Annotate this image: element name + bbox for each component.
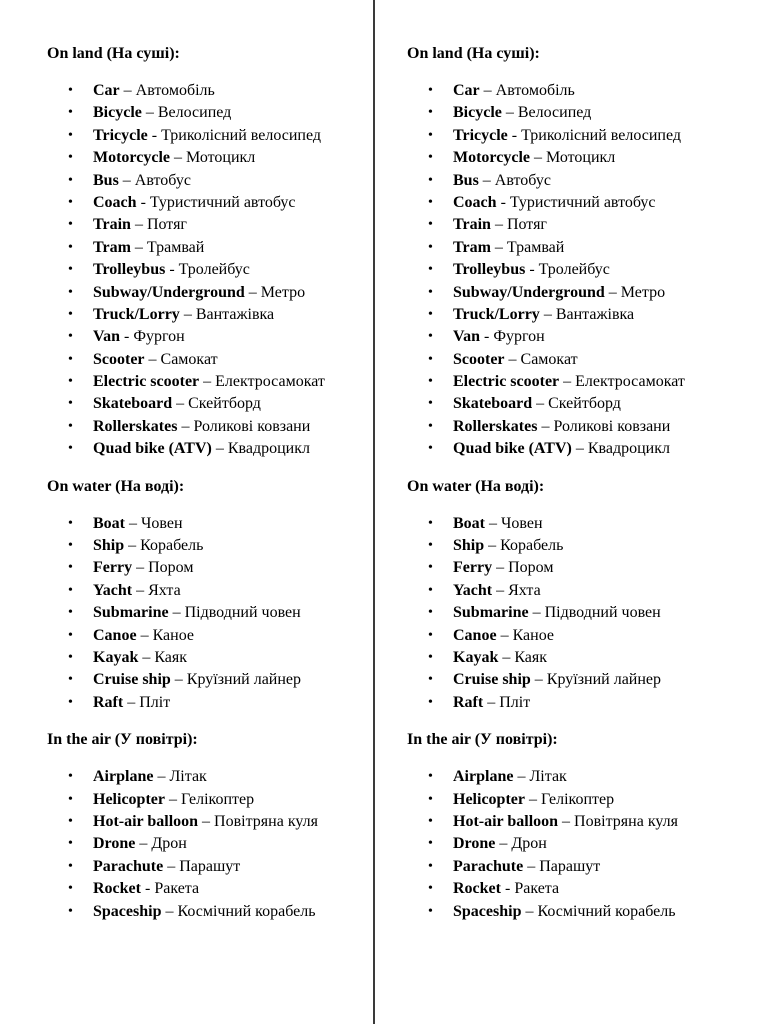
list-item — [407, 789, 737, 811]
separator: - — [525, 261, 539, 279]
separator: – — [141, 104, 158, 122]
ukrainian-translation: Скейтборд — [548, 395, 621, 413]
list-item — [47, 580, 377, 602]
list-item — [47, 282, 377, 304]
list-item — [47, 669, 377, 691]
separator: – — [172, 395, 189, 413]
list-item — [407, 602, 737, 624]
ukrainian-translation: Пором — [508, 559, 554, 577]
list-item — [407, 102, 737, 124]
list-item — [47, 438, 377, 460]
english-term: Motorcycle — [453, 149, 530, 167]
ukrainian-translation: Дрон — [151, 835, 187, 853]
ukrainian-translation: Вантажівка — [555, 305, 635, 323]
list-item — [47, 692, 377, 714]
list-item — [407, 170, 737, 192]
list-item — [407, 833, 737, 855]
separator: – — [504, 350, 521, 368]
list-item — [47, 789, 377, 811]
english-term: Canoe — [453, 626, 497, 644]
vocab-list — [407, 513, 737, 715]
ukrainian-translation: Туристичний автобус — [149, 193, 296, 211]
separator: – — [523, 857, 540, 875]
separator: – — [125, 514, 141, 532]
separator: – — [211, 440, 228, 458]
english-term: Tram — [93, 238, 131, 256]
ukrainian-translation: Пліт — [139, 693, 171, 711]
separator: – — [168, 604, 185, 622]
list-item — [47, 647, 377, 669]
separator: – — [498, 648, 515, 666]
list-item — [407, 438, 737, 460]
ukrainian-translation: Гелікоптер — [180, 790, 255, 808]
english-term: Submarine — [453, 604, 529, 622]
english-term: Trolleybus — [453, 261, 526, 279]
ukrainian-translation: Космічний корабель — [177, 902, 316, 920]
english-term: Trolleybus — [93, 261, 166, 279]
ukrainian-translation: Самокат — [160, 350, 218, 368]
separator: – — [124, 537, 141, 555]
list-item — [47, 811, 377, 833]
ukrainian-translation: Фургон — [493, 328, 545, 346]
english-term: Rollerskates — [453, 417, 538, 435]
list-item — [47, 147, 377, 169]
separator: - — [140, 880, 155, 898]
list-item — [407, 901, 737, 923]
list-item — [407, 535, 737, 557]
english-term: Raft — [93, 693, 124, 711]
ukrainian-translation: Самокат — [520, 350, 578, 368]
ukrainian-translation: Електросамокат — [575, 373, 685, 391]
ukrainian-translation: Мотоцикл — [186, 149, 256, 167]
separator: – — [119, 82, 136, 99]
separator: – — [485, 514, 501, 532]
english-term: Drone — [93, 835, 136, 853]
english-term: Spaceship — [453, 902, 522, 920]
ukrainian-translation: Повітряна куля — [214, 812, 318, 830]
english-term: Parachute — [453, 857, 524, 875]
ukrainian-translation: Підводний човен — [184, 604, 301, 622]
english-term: Tricycle — [453, 126, 508, 144]
list-item — [47, 901, 377, 923]
english-term: Rollerskates — [93, 417, 178, 435]
ukrainian-translation: Літак — [169, 768, 207, 786]
separator: – — [571, 440, 588, 458]
list-item — [407, 625, 737, 647]
ukrainian-translation: Яхта — [508, 581, 541, 599]
separator: – — [496, 626, 513, 644]
english-term: Coach — [93, 193, 137, 211]
list-item — [47, 304, 377, 326]
vocab-list — [47, 513, 377, 715]
ukrainian-translation: Пором — [148, 559, 194, 577]
separator: - — [147, 126, 162, 144]
english-term: Tricycle — [93, 126, 148, 144]
ukrainian-translation: Автобус — [494, 171, 551, 189]
english-term: Scooter — [453, 350, 505, 368]
english-term: Subway/Underground — [93, 283, 245, 301]
list-item — [407, 282, 737, 304]
list-item — [47, 625, 377, 647]
separator: - — [496, 193, 510, 211]
list-item — [407, 259, 737, 281]
english-term: Helicopter — [93, 790, 165, 808]
separator: – — [528, 604, 545, 622]
ukrainian-translation: Повітряна куля — [574, 812, 678, 830]
ukrainian-translation: Корабель — [140, 537, 204, 555]
ukrainian-translation: Ракета — [514, 880, 560, 898]
list-item — [47, 766, 377, 788]
ukrainian-translation: Трамвай — [506, 238, 565, 256]
section-heading: In the air (У повітрі): — [407, 731, 558, 749]
list-item — [407, 237, 737, 259]
ukrainian-translation: Триколісний велосипед — [161, 126, 322, 144]
english-term: Electric scooter — [93, 373, 200, 391]
list-item — [47, 237, 377, 259]
english-term: Hot-air balloon — [93, 812, 199, 830]
left-column — [47, 44, 377, 923]
english-term: Van — [453, 328, 480, 346]
english-term: Helicopter — [453, 790, 525, 808]
separator: – — [524, 790, 541, 808]
list-item — [47, 371, 377, 393]
list-item — [407, 326, 737, 348]
english-term: Drone — [453, 835, 496, 853]
ukrainian-translation: Роликові ковзани — [193, 417, 311, 435]
separator: – — [521, 902, 538, 920]
english-term: Rocket — [93, 880, 141, 898]
list-item — [47, 878, 377, 900]
separator: – — [559, 373, 576, 391]
english-term: Parachute — [93, 857, 164, 875]
separator: - — [507, 126, 522, 144]
ukrainian-translation: Роликові ковзани — [553, 417, 671, 435]
english-term: Spaceship — [93, 902, 162, 920]
separator: – — [495, 835, 512, 853]
separator: – — [513, 768, 530, 786]
list-item — [407, 125, 737, 147]
list-item — [407, 878, 737, 900]
ukrainian-translation: Туристичний автобус — [509, 193, 656, 211]
separator: – — [132, 559, 149, 577]
english-term: Car — [93, 82, 120, 99]
ukrainian-translation: Велосипед — [517, 104, 592, 122]
separator: - — [119, 328, 134, 346]
section-heading: On water (На воді): — [47, 477, 185, 495]
english-term: Skateboard — [453, 395, 533, 413]
separator: - — [165, 261, 179, 279]
list-item — [407, 304, 737, 326]
ukrainian-translation: Потяг — [146, 216, 187, 234]
ukrainian-translation: Метро — [260, 283, 306, 301]
list-item — [407, 513, 737, 535]
ukrainian-translation: Ракета — [154, 880, 200, 898]
separator: – — [604, 283, 621, 301]
list-item — [47, 535, 377, 557]
english-term: Van — [93, 328, 120, 346]
english-term: Ship — [93, 537, 125, 555]
list-item — [47, 102, 377, 124]
separator: – — [163, 857, 180, 875]
list-item — [407, 669, 737, 691]
list-item — [47, 326, 377, 348]
vocab-list — [47, 766, 377, 923]
ukrainian-translation: Гелікоптер — [540, 790, 615, 808]
list-item — [47, 80, 377, 102]
list-item — [407, 647, 737, 669]
separator: – — [130, 216, 147, 234]
english-term: Bus — [93, 171, 119, 189]
english-term: Truck/Lorry — [453, 305, 540, 323]
separator: – — [490, 216, 507, 234]
english-term: Truck/Lorry — [93, 305, 180, 323]
separator: - — [500, 880, 515, 898]
ukrainian-translation: Електросамокат — [215, 373, 325, 391]
list-item — [407, 192, 737, 214]
separator: – — [483, 693, 500, 711]
english-term: Train — [453, 216, 491, 234]
english-term: Hot-air balloon — [453, 812, 559, 830]
ukrainian-translation: Тролейбус — [178, 261, 250, 279]
separator: – — [135, 835, 152, 853]
english-term: Yacht — [453, 581, 493, 599]
ukrainian-translation: Каное — [152, 626, 194, 644]
english-term: Scooter — [93, 350, 145, 368]
ukrainian-translation: Триколісний велосипед — [521, 126, 682, 144]
vocab-list — [407, 766, 737, 923]
separator: – — [132, 581, 149, 599]
list-item — [407, 557, 737, 579]
separator: – — [170, 149, 186, 167]
english-term: Airplane — [93, 768, 154, 786]
ukrainian-translation: Квадроцикл — [227, 440, 310, 458]
separator: – — [130, 238, 147, 256]
separator: – — [244, 283, 261, 301]
ukrainian-translation: Каяк — [154, 648, 188, 666]
list-item — [47, 856, 377, 878]
section-heading: On land (На суші): — [47, 45, 180, 62]
ukrainian-translation: Квадроцикл — [587, 440, 670, 458]
section-heading: On water (На воді): — [407, 477, 545, 495]
list-item — [407, 692, 737, 714]
separator: – — [123, 693, 140, 711]
ukrainian-translation: Фургон — [133, 328, 185, 346]
list-item — [47, 602, 377, 624]
separator: – — [484, 537, 501, 555]
english-term: Bus — [453, 171, 479, 189]
english-term: Tram — [453, 238, 491, 256]
ukrainian-translation: Каяк — [514, 648, 548, 666]
english-term: Skateboard — [93, 395, 173, 413]
list-item — [407, 80, 737, 102]
english-term: Submarine — [93, 604, 169, 622]
right-column — [407, 44, 737, 923]
english-term: Boat — [453, 514, 485, 532]
separator: – — [136, 626, 153, 644]
english-term: Quad bike (ATV) — [453, 440, 572, 458]
separator: – — [501, 104, 518, 122]
separator: – — [537, 417, 554, 435]
list-item — [47, 214, 377, 236]
english-term: Motorcycle — [93, 149, 170, 167]
english-term: Kayak — [453, 648, 499, 666]
ukrainian-translation: Літак — [529, 768, 567, 786]
list-item — [47, 416, 377, 438]
ukrainian-translation: Човен — [501, 514, 543, 532]
list-item — [407, 416, 737, 438]
ukrainian-translation: Метро — [620, 283, 666, 301]
section-heading: On land (На суші): — [407, 45, 540, 62]
ukrainian-translation: Скейтборд — [188, 395, 261, 413]
list-item — [47, 833, 377, 855]
ukrainian-translation: Тролейбус — [538, 261, 610, 279]
separator: - — [479, 328, 494, 346]
list-item — [47, 192, 377, 214]
list-item — [407, 811, 737, 833]
ukrainian-translation: Підводний човен — [544, 604, 661, 622]
separator: – — [478, 171, 495, 189]
separator: – — [490, 238, 507, 256]
english-term: Bicycle — [93, 104, 142, 122]
english-term: Canoe — [93, 626, 137, 644]
ukrainian-translation: Трамвай — [146, 238, 205, 256]
separator: – — [177, 417, 194, 435]
english-term: Train — [93, 216, 131, 234]
list-item — [47, 557, 377, 579]
separator: – — [199, 373, 216, 391]
separator: – — [138, 648, 155, 666]
ukrainian-translation: Автомобіль — [495, 82, 575, 99]
separator: – — [170, 671, 187, 689]
ukrainian-translation: Парашут — [539, 857, 601, 875]
separator: – — [558, 812, 575, 830]
list-item — [407, 580, 737, 602]
separator: – — [479, 82, 496, 99]
english-term: Raft — [453, 693, 484, 711]
english-term: Coach — [453, 193, 497, 211]
separator: – — [153, 768, 170, 786]
list-item — [407, 371, 737, 393]
list-item — [407, 214, 737, 236]
vocab-list — [407, 80, 737, 461]
english-term: Electric scooter — [453, 373, 560, 391]
english-term: Cruise ship — [453, 671, 531, 689]
ukrainian-translation: Космічний корабель — [537, 902, 676, 920]
ukrainian-translation: Човен — [141, 514, 183, 532]
english-term: Airplane — [453, 768, 514, 786]
english-term: Rocket — [453, 880, 501, 898]
separator: – — [164, 790, 181, 808]
separator: – — [530, 149, 546, 167]
english-term: Cruise ship — [93, 671, 171, 689]
separator: – — [539, 305, 556, 323]
separator: – — [198, 812, 215, 830]
vocab-list — [47, 80, 377, 461]
english-term: Quad bike (ATV) — [93, 440, 212, 458]
english-term: Boat — [93, 514, 125, 532]
ukrainian-translation: Корабель — [500, 537, 564, 555]
separator: - — [136, 193, 150, 211]
list-item — [47, 513, 377, 535]
english-term: Ferry — [93, 559, 133, 577]
separator: – — [118, 171, 135, 189]
ukrainian-translation: Каное — [512, 626, 554, 644]
list-item — [47, 125, 377, 147]
separator: – — [179, 305, 196, 323]
english-term: Yacht — [93, 581, 133, 599]
ukrainian-translation: Пліт — [499, 693, 531, 711]
list-item — [407, 349, 737, 371]
list-item — [407, 766, 737, 788]
ukrainian-translation: Круїзний лайнер — [546, 671, 662, 689]
list-item — [47, 393, 377, 415]
separator: – — [492, 559, 509, 577]
ukrainian-translation: Автомобіль — [135, 82, 215, 99]
ukrainian-translation: Мотоцикл — [546, 149, 616, 167]
english-term: Kayak — [93, 648, 139, 666]
ukrainian-translation: Яхта — [148, 581, 181, 599]
english-term: Ship — [453, 537, 485, 555]
separator: – — [161, 902, 178, 920]
list-item — [407, 147, 737, 169]
ukrainian-translation: Парашут — [179, 857, 241, 875]
list-item — [47, 259, 377, 281]
ukrainian-translation: Потяг — [506, 216, 547, 234]
ukrainian-translation: Вантажівка — [195, 305, 275, 323]
english-term: Bicycle — [453, 104, 502, 122]
list-item — [47, 349, 377, 371]
separator: – — [492, 581, 509, 599]
list-item — [407, 393, 737, 415]
ukrainian-translation: Автобус — [134, 171, 191, 189]
list-item — [47, 170, 377, 192]
english-term: Ferry — [453, 559, 493, 577]
separator: – — [144, 350, 161, 368]
separator: – — [532, 395, 549, 413]
ukrainian-translation: Дрон — [511, 835, 547, 853]
english-term: Subway/Underground — [453, 283, 605, 301]
list-item — [407, 856, 737, 878]
section-heading: In the air (У повітрі): — [47, 731, 198, 749]
english-term: Car — [453, 82, 480, 99]
separator: – — [530, 671, 547, 689]
ukrainian-translation: Велосипед — [157, 104, 232, 122]
ukrainian-translation: Круїзний лайнер — [186, 671, 302, 689]
